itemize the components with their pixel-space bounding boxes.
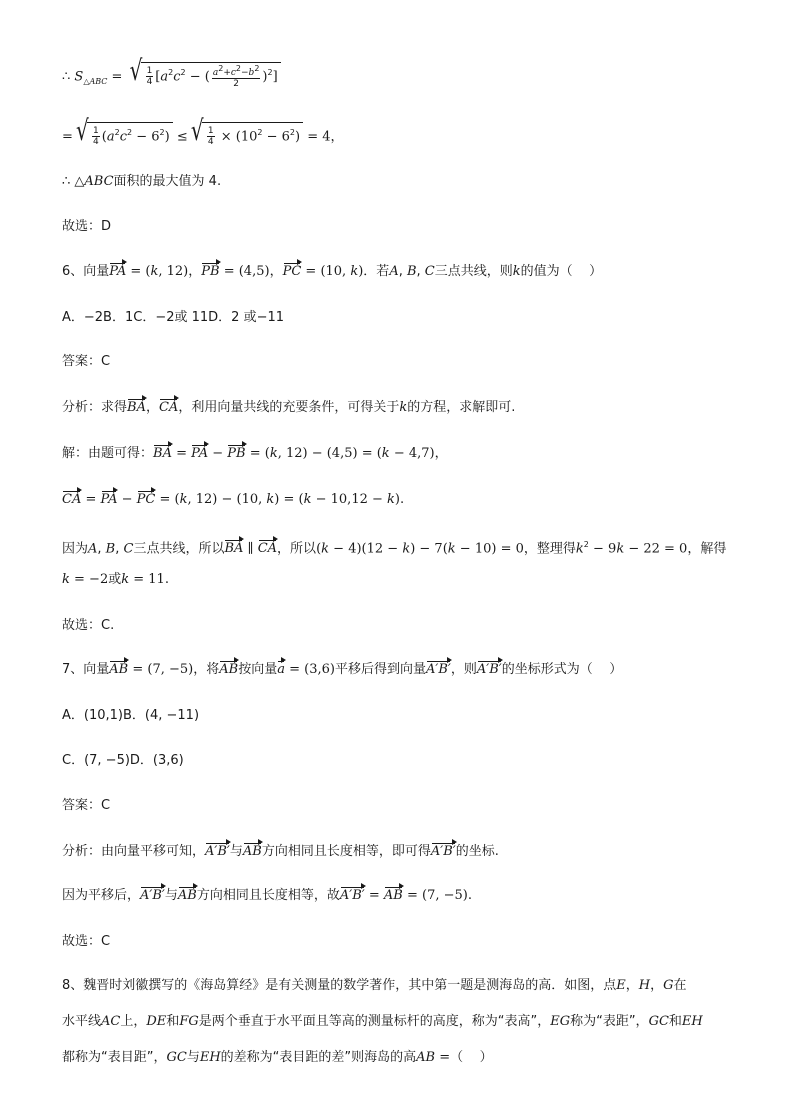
question-7-analysis: 分析：由向量平移可知，A′B′与AB方向相同且长度相等，即可得A′B′的坐标. bbox=[62, 842, 750, 862]
question-6-solution-2: CA = PA − PC = (k, 12) − (10, k) = (k − 10,12 − k). bbox=[62, 490, 750, 510]
question-6-choice: 故选：C. bbox=[62, 618, 115, 633]
question-6-solution-1: 解：由题可得：BA = PA − PB = (k, 12) − (4,5) = (k − 4,7)， bbox=[62, 444, 750, 464]
question-8-line-3: 都称为“表目距”，GC与EH的差称为“表目距的差”则海岛的高AB =（ ） bbox=[62, 1050, 493, 1065]
question-7-choice: 故选：C bbox=[62, 934, 111, 949]
question-7: 7、向量AB = (7, −5)，将AB按向量a = (3,6)平移后得到向量A′B′，则A′B′的坐标形式为（ ） bbox=[62, 660, 750, 680]
question-7-options-ab: A．(10,1)B．(4, −11) bbox=[62, 708, 200, 723]
formula-line-2: = √ $\frac{1}{4}$ $(a^2c^2 - 6^2)$ ≤ √ $\frac{1}{4}$ × $(10^2 - 6^2) = 4$， bbox=[62, 122, 750, 147]
question-6: 6、向量PA = (k, 12)，PB = (4,5)，PC = (10, k)．若A, B, C三点共线，则k的值为（ ） bbox=[62, 262, 750, 282]
question-6-answer: 答案：C bbox=[62, 354, 111, 369]
question-6-analysis: 分析：求得BA，CA，利用向量共线的充要条件，可得关于k的方程，求解即可. bbox=[62, 398, 750, 418]
question-6-options: A．−2B．1C．−2或 11D．2 或−11 bbox=[62, 310, 285, 325]
question-7-options-cd: C．(7, −5)D．(3,6) bbox=[62, 753, 184, 768]
question-8-line-1: 8、魏晋时刘徽撰写的《海岛算经》是有关测量的数学著作，其中第一题是测海岛的高．如图，点E，H，G在 bbox=[62, 978, 687, 993]
question-7-answer: 答案：C bbox=[62, 798, 111, 813]
question-6-solution-3: 因为A, B, C三点共线，所以BA ∥ CA，所以(k − 4)(12 − k) − 7(k − 10) = 0，整理得$k^2 - 9k - 22 = 0$，解得 bbox=[62, 535, 750, 559]
formula-line-1: ∴ $S_{\triangle ABC}$ = √ $\frac{1}{4}$ [$a^2c^2$ − ( $\frac{a^2+c^2-b^2}{2}$ )$^2$] bbox=[62, 62, 750, 88]
question-6-solution-4: k = −2或k = 11. bbox=[62, 572, 169, 587]
answer-select-d: 故选：D bbox=[62, 219, 112, 234]
question-8-line-2: 水平线AC上，DE和FG是两个垂直于水平面且等高的测量标杆的高度，称为“表高”，EG称为“表距”，GC和EH bbox=[62, 1014, 703, 1029]
question-7-solution: 因为平移后，A′B′与AB方向相同且长度相等，故A′B′ = AB = (7, −5). bbox=[62, 886, 750, 906]
max-area-line: ∴ △ABC面积的最大值为 4. bbox=[62, 174, 222, 189]
